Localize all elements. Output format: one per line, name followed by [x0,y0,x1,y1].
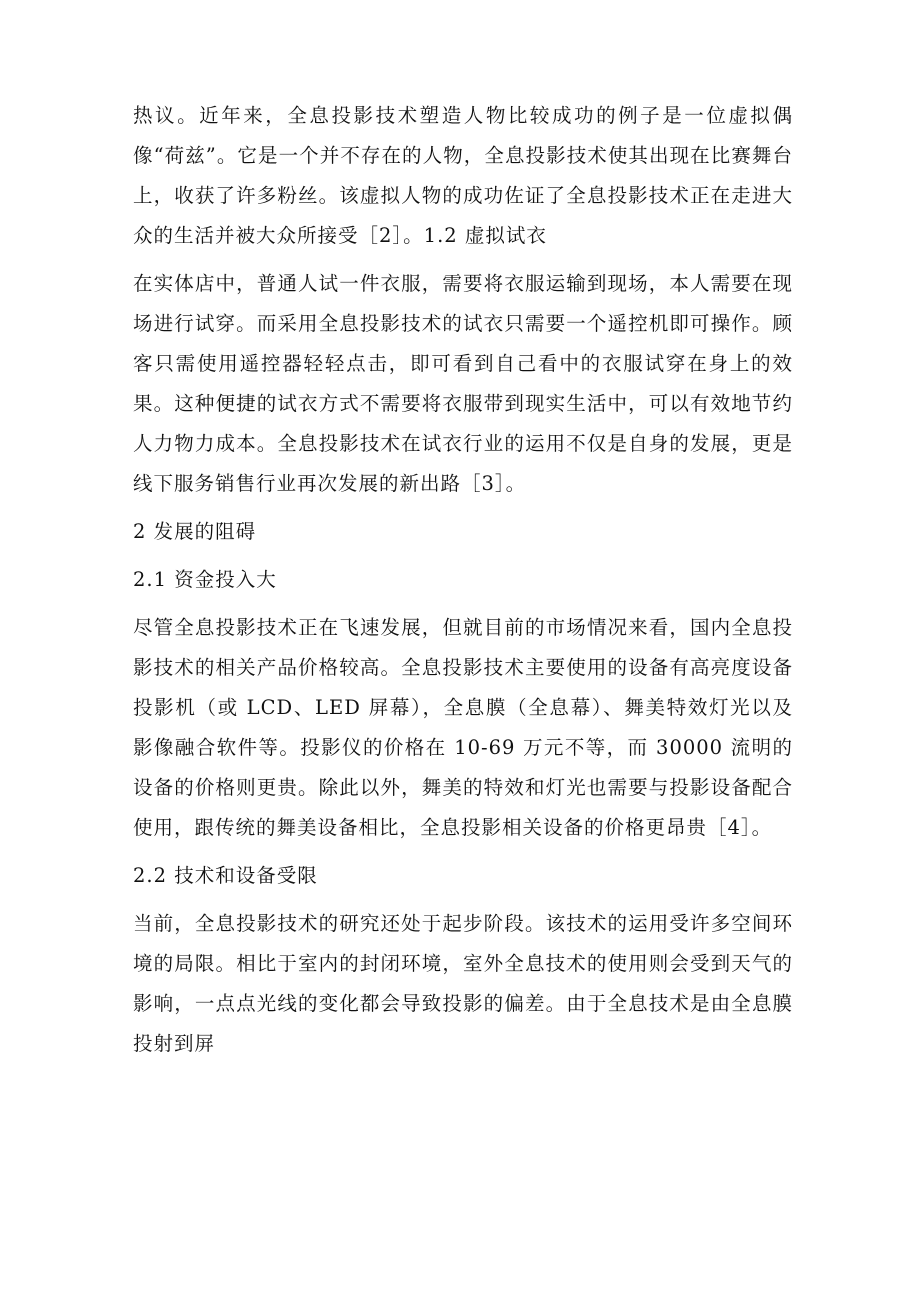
subsection-heading-technology-limits: 2.2 技术和设备受限 [133,864,318,887]
section-heading-obstacles: 2 发展的阻碍 [133,520,257,543]
paragraph-virtual-idol: 热议。近年来，全息投影技术塑造人物比较成功的例子是一位虚拟偶像“荷兹”。它是一个并不存在的人物，全息投影技术使其出现在比赛舞台上，收获了许多粉丝。该虚拟人物的成功佐证了全息投影技术正在走进大众的生活并被大众所接受［2］。1.2 虚拟试衣 [133,104,793,247]
paragraph-virtual-fitting: 在实体店中，普通人试一件衣服，需要将衣服运输到现场，本人需要在现场进行试穿。而采用全息投影技术的试衣只需要一个遥控机即可操作。顾客只需使用遥控器轻轻点击，即可看到自己看中的衣服试穿在身上的效果。这种便捷的试衣方式不需要将衣服带到现实生活中，可以有效地节约人力物力成本。全息投影技术在试衣行业的运用不仅是自身的发展，更是线下服务销售行业再次发展的新出路［3］。 [133,272,793,495]
paragraph-technology-limits: 当前，全息投影技术的研究还处于起步阶段。该技术的运用受许多空间环境的局限。相比于室内的封闭环境，室外全息技术的使用则会受到天气的影响，一点点光线的变化都会导致投影的偏差。由于全息技术是由全息膜投射到屏 [133,912,793,1055]
document-page [133,96,793,1064]
paragraph-funding: 尽管全息投影技术正在飞速发展，但就目前的市场情况来看，国内全息投影技术的相关产品价格较高。全息投影技术主要使用的设备有高亮度设备投影机（或 LCD、LED 屏幕），全息膜（全息幕）、舞美特效灯光以及影像融合软件等。投影仪的价格在 10-69 万元不等，而 30000 流明的设备的价格则更贵。除此以外，舞美的特效和灯光也需要与投影设备配合使用，跟传统的舞美设备相比，全息投影相关设备的价格更昂贵［4］。 [133,616,793,839]
subsection-heading-funding: 2.1 资金投入大 [133,568,277,591]
